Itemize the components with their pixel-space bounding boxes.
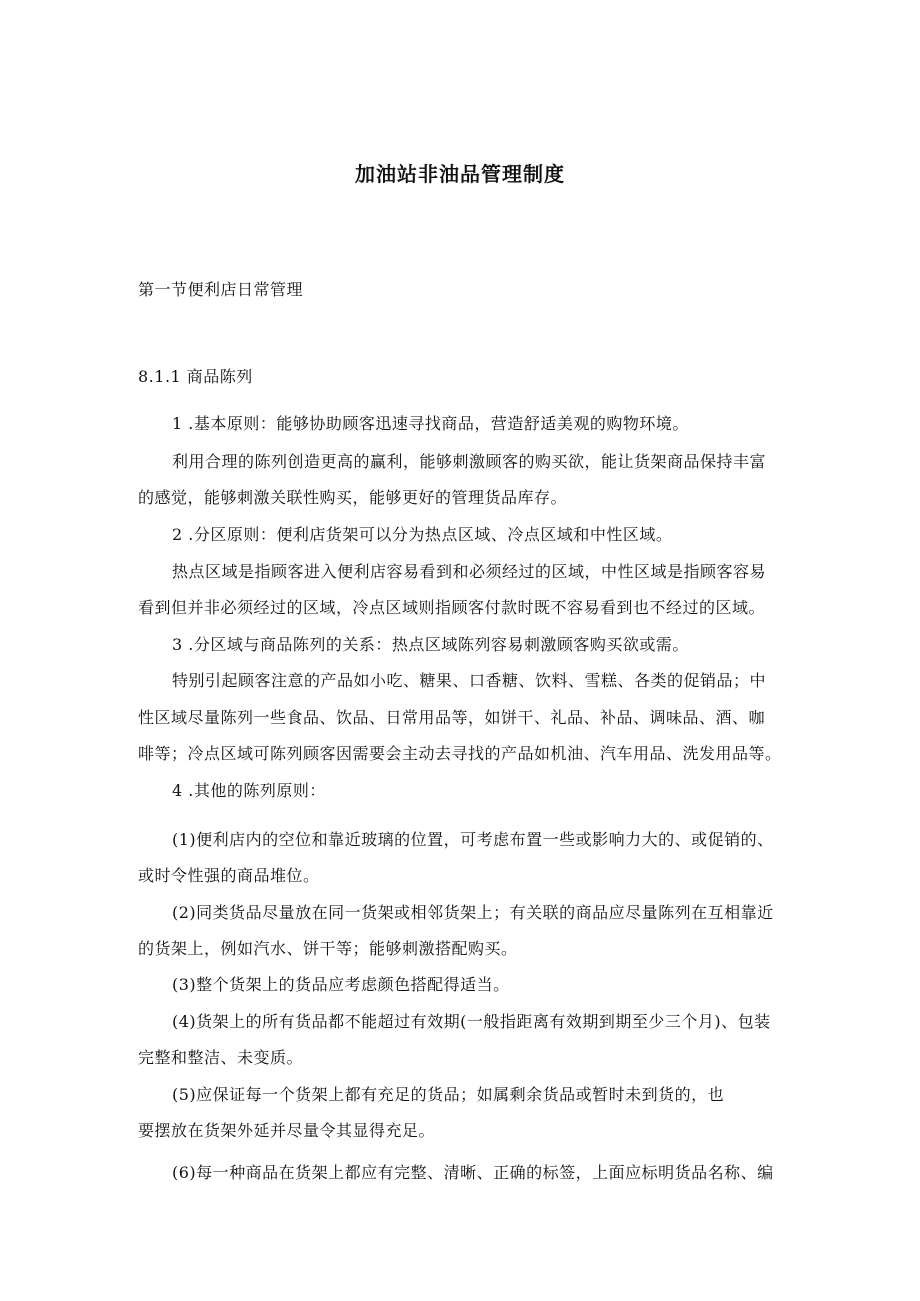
- subsection-heading: 8.1.1 商品陈列: [138, 367, 253, 386]
- paragraph-line: (6)每一种商品在货架上都应有完整、清晰、正确的标签，上面应标明货品名称、编: [172, 1163, 774, 1182]
- document-title: 加油站非油品管理制度: [355, 162, 565, 186]
- paragraph-line: 1 .基本原则：能够协助顾客迅速寻找商品，营造舒适美观的购物环境。: [172, 414, 689, 433]
- section-heading: 第一节便利店日常管理: [138, 280, 304, 299]
- paragraph-line: 要摆放在货架外延并尽量令其显得充足。: [138, 1121, 436, 1140]
- paragraph-line: 的感觉，能够刺激关联性购买，能够更好的管理货品库存。: [138, 488, 568, 507]
- paragraph-line: (3)整个货架上的货品应考虑颜色搭配得适当。: [172, 975, 510, 994]
- paragraph-line: (5)应保证每一个货架上都有充足的货品；如属剩余货品或暂时未到货的，也: [172, 1085, 725, 1104]
- paragraph-line: 特别引起顾客注意的产品如小吃、糖果、口香糖、饮料、雪糕、各类的促销品；中: [172, 671, 767, 690]
- paragraph-line: 3 .分区域与商品陈列的关系：热点区域陈列容易刺激顾客购买欲或需。: [172, 635, 689, 654]
- paragraph-line: 或时令性强的商品堆位。: [138, 866, 320, 885]
- paragraph-line: 完整和整洁、未变质。: [138, 1048, 304, 1067]
- paragraph-line: 啡等；冷点区域可陈列顾客因需要会主动去寻找的产品如机油、汽车用品、洗发用品等。: [138, 744, 782, 763]
- paragraph-line: (4)货架上的所有货品都不能超过有效期(一般指距离有效期到期至少三个月)、包装: [172, 1012, 771, 1031]
- paragraph-line: 热点区域是指顾客进入便利店容易看到和必须经过的区域，中性区域是指顾客容易: [172, 562, 767, 581]
- paragraph-line: 的货架上，例如汽水、饼干等；能够刺激搭配购买。: [138, 939, 518, 958]
- paragraph-line: 性区域尽量陈列一些食品、饮品、日常用品等，如饼干、礼品、补品、调味品、酒、咖: [138, 708, 766, 727]
- paragraph-line: (1)便利店内的空位和靠近玻璃的位置，可考虑布置一些或影响力大的、或促销的、: [172, 830, 774, 849]
- paragraph-line: 2 .分区原则：便利店货架可以分为热点区域、冷点区域和中性区域。: [172, 525, 673, 544]
- paragraph-line: 4 .其他的陈列原则：: [172, 781, 326, 800]
- paragraph-line: (2)同类货品尽量放在同一货架或相邻货架上；有关联的商品应尽量陈列在互相靠近: [172, 903, 774, 922]
- paragraph-line: 利用合理的陈列创造更高的赢利，能够刺激顾客的购买欲，能让货架商品保持丰富: [172, 452, 767, 471]
- paragraph-line: 看到但并非必须经过的区域，冷点区域则指顾客付款时既不容易看到也不经过的区域。: [138, 598, 766, 617]
